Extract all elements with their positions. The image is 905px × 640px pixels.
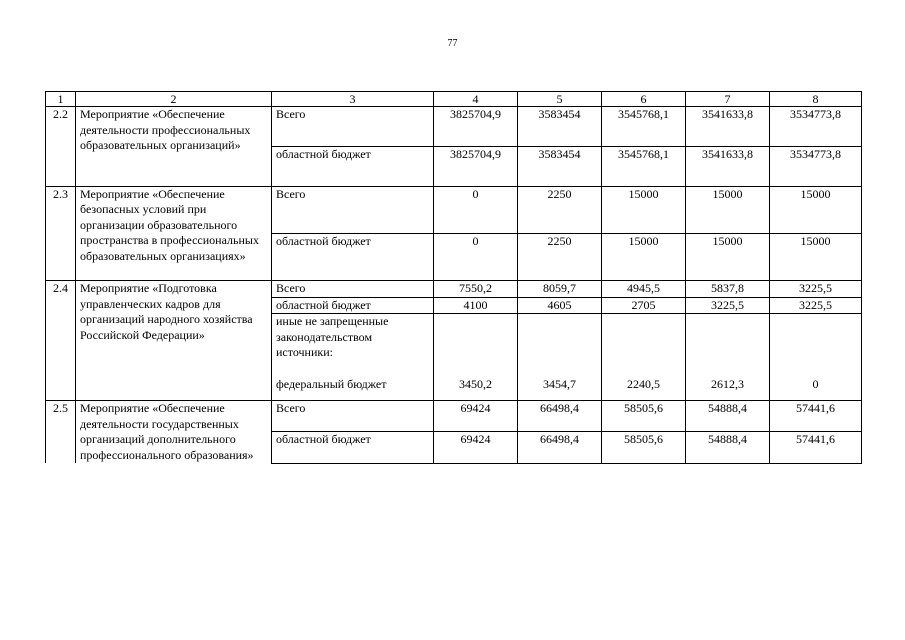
- funding-source: Всего: [272, 107, 434, 147]
- funding-source-sub: федеральный бюджет: [276, 376, 387, 391]
- value-cell: 7550,2: [434, 281, 518, 298]
- value-cell: 66498,4: [518, 401, 602, 432]
- value-cell: 4605: [518, 297, 602, 314]
- table-row: [46, 281, 862, 298]
- value-cell: 3583454: [518, 107, 602, 147]
- value-cell: 5837,8: [686, 281, 770, 298]
- value-cell: 69424: [434, 401, 518, 432]
- header-cell: 5: [518, 92, 602, 107]
- value-cell: 15000: [686, 233, 770, 280]
- page-number: 77: [447, 38, 458, 49]
- value-cell: 54888,4: [686, 432, 770, 463]
- value-cell: 2250: [518, 186, 602, 233]
- value-cell: 0: [434, 186, 518, 233]
- value-cell: 3541633,8: [686, 107, 770, 147]
- header-cell: 7: [686, 92, 770, 107]
- value-cell: 4945,5: [602, 281, 686, 298]
- funding-source: областной бюджет: [272, 432, 434, 463]
- value-cell: 3545768,1: [602, 107, 686, 147]
- funding-source: Всего: [272, 186, 434, 233]
- value-cell: 69424: [434, 432, 518, 463]
- item-number: 2.2: [46, 107, 76, 187]
- value-cell: 15000: [686, 186, 770, 233]
- header-cell: 3: [272, 92, 434, 107]
- value-cell: 3534773,8: [770, 146, 862, 186]
- value-cell: 3534773,8: [770, 107, 862, 147]
- funding-source: Всего: [272, 281, 434, 298]
- value-cell: 3450,2: [434, 314, 518, 401]
- header-cell: 2: [76, 92, 272, 107]
- funding-source: областной бюджет: [272, 146, 434, 186]
- item-title: Мероприятие «Обеспечение деятельности профессиональных образовательных организаций»: [76, 107, 272, 187]
- header-cell: 1: [46, 92, 76, 107]
- value-cell: 2612,3: [686, 314, 770, 401]
- header-cell: 4: [434, 92, 518, 107]
- value-cell: 15000: [770, 233, 862, 280]
- value-cell: 0: [770, 314, 862, 401]
- value-cell: 3545768,1: [602, 146, 686, 186]
- funding-source: иные не запрещенные законодательством источники: федеральный бюджет: [272, 314, 434, 401]
- value-cell: 2240,5: [602, 314, 686, 401]
- header-cell: 8: [770, 92, 862, 107]
- header-cell: 6: [602, 92, 686, 107]
- value-cell: 66498,4: [518, 432, 602, 463]
- value-cell: 3825704,9: [434, 146, 518, 186]
- value-cell: 3225,5: [770, 297, 862, 314]
- funding-source: Всего: [272, 401, 434, 432]
- value-cell: 58505,6: [602, 432, 686, 463]
- header-row: [46, 92, 862, 107]
- value-cell: 58505,6: [602, 401, 686, 432]
- table-row: [46, 107, 862, 147]
- value-cell: 57441,6: [770, 432, 862, 463]
- value-cell: 3825704,9: [434, 107, 518, 147]
- item-title: Мероприятие «Обеспечение безопасных условий при организации образовательного пространства в профессиональных образовательных организациях»: [76, 186, 272, 281]
- value-cell: 15000: [770, 186, 862, 233]
- value-cell: 8059,7: [518, 281, 602, 298]
- item-title: Мероприятие «Подготовка управленческих кадров для организаций народного хозяйства Российской Федерации»: [76, 281, 272, 401]
- value-cell: 3583454: [518, 146, 602, 186]
- budget-table: [45, 91, 862, 464]
- item-title: Мероприятие «Обеспечение деятельности государственных организаций дополнительного профессионального образования»: [76, 401, 272, 464]
- value-cell: 15000: [602, 186, 686, 233]
- table-row: [46, 401, 862, 432]
- value-cell: 3454,7: [518, 314, 602, 401]
- value-cell: 15000: [602, 233, 686, 280]
- value-cell: 0: [434, 233, 518, 280]
- funding-source: областной бюджет: [272, 297, 434, 314]
- item-number: 2.4: [46, 281, 76, 401]
- item-number: 2.5: [46, 401, 76, 464]
- table-row: [46, 186, 862, 233]
- value-cell: 4100: [434, 297, 518, 314]
- funding-source: областной бюджет: [272, 233, 434, 280]
- value-cell: 2705: [602, 297, 686, 314]
- item-number: 2.3: [46, 186, 76, 281]
- value-cell: 2250: [518, 233, 602, 280]
- value-cell: 3541633,8: [686, 146, 770, 186]
- value-cell: 54888,4: [686, 401, 770, 432]
- value-cell: 3225,5: [770, 281, 862, 298]
- value-cell: 3225,5: [686, 297, 770, 314]
- value-cell: 57441,6: [770, 401, 862, 432]
